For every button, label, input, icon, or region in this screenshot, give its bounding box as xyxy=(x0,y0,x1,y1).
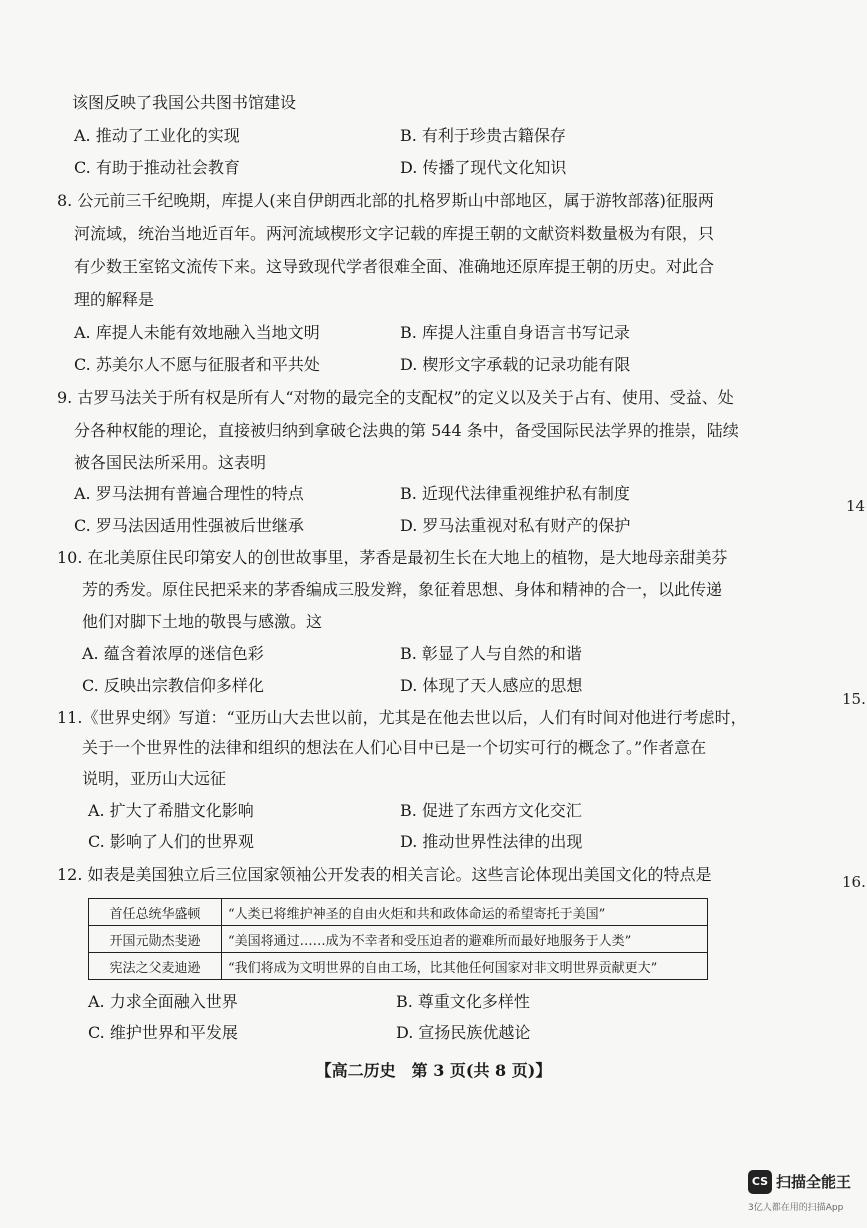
leader-name: 首任总统华盛顿 xyxy=(89,899,222,926)
q8-option-b: B. 库提人注重自身语言书写记录 xyxy=(400,323,630,342)
q7-option-a: A. 推动了工业化的实现 xyxy=(74,126,240,145)
table-row xyxy=(89,953,708,980)
q12-option-a: A. 力求全面融入世界 xyxy=(88,992,238,1011)
q10-option-c: C. 反映出宗教信仰多样化 xyxy=(82,676,264,695)
q7-stem-tail: 该图反映了我国公共图书馆建设 xyxy=(72,93,297,112)
margin-number: 16. xyxy=(842,873,866,891)
q9-stem-line-3: 被各国民法所采用。这表明 xyxy=(74,453,267,472)
leader-name: 开国元勋杰斐逊 xyxy=(89,926,222,953)
q9-option-c: C. 罗马法因适用性强被后世继承 xyxy=(74,516,304,535)
q8-option-a: A. 库提人未能有效地融入当地文明 xyxy=(74,323,320,342)
q8-option-d: D. 楔形文字承载的记录功能有限 xyxy=(400,355,631,374)
q12-option-c: C. 维护世界和平发展 xyxy=(88,1023,238,1042)
scanner-watermark xyxy=(748,1170,858,1218)
q9-stem-line-2: 分各种权能的理论，直接被归纳到拿破仑法典的第 544 条中，备受国际民法学界的推崇，陆续 xyxy=(74,421,739,440)
camscanner-logo-icon: CS xyxy=(748,1170,772,1194)
table-row xyxy=(89,899,708,926)
q8-option-c: C. 苏美尔人不愿与征服者和平共处 xyxy=(74,355,320,374)
q11-option-a: A. 扩大了希腊文化影响 xyxy=(88,801,254,820)
q10-stem-line-3: 他们对脚下土地的敬畏与感激。这 xyxy=(82,612,323,631)
watermark-name: 扫描全能王 xyxy=(776,1173,852,1191)
q11-option-d: D. 推动世界性法律的出现 xyxy=(400,832,583,851)
q8-stem-line-2: 河流域，统治当地近百年。两河流域楔形文字记载的库提王朝的文献资料数量极为有限，只 xyxy=(74,224,715,243)
q11-option-c: C. 影响了人们的世界观 xyxy=(88,832,254,851)
q10-stem-line-1: 10. 在北美原住民印第安人的创世故事里，茅香是最初生长在大地上的植物，是大地母亲甜美芬 xyxy=(57,548,728,567)
margin-number: 15. xyxy=(842,690,866,708)
q9-option-d: D. 罗马法重视对私有财产的保护 xyxy=(400,516,631,535)
page-footer: 【高二历史 第 3 页(共 8 页)】 xyxy=(315,1061,552,1080)
q11-option-b: B. 促进了东西方文化交汇 xyxy=(400,801,582,820)
q9-stem-line-1: 9. 古罗马法关于所有权是所有人“对物的最完全的支配权”的定义以及关于占有、使用、受益、处 xyxy=(57,388,734,407)
q8-stem-line-4: 理的解释是 xyxy=(74,290,155,309)
q9-option-a: A. 罗马法拥有普遍合理性的特点 xyxy=(74,484,304,503)
q11-stem-line-3: 说明，亚历山大远征 xyxy=(82,769,227,788)
q11-stem-line-1: 11.《世界史纲》写道：“亚历山大去世以前，尤其是在他去世以后，人们有时间对他进行考虑时， xyxy=(57,708,747,727)
q9-option-b: B. 近现代法律重视维护私有制度 xyxy=(400,484,630,503)
watermark-tagline: 3亿人都在用的扫描App xyxy=(748,1203,844,1213)
q7-option-d: D. 传播了现代文化知识 xyxy=(400,158,567,177)
leader-quote: “美国将通过……成为不幸者和受压迫者的避难所而最好地服务于人类” xyxy=(222,926,708,953)
q10-option-a: A. 蕴含着浓厚的迷信色彩 xyxy=(82,644,264,663)
q12-option-d: D. 宣扬民族优越论 xyxy=(396,1023,531,1042)
q10-stem-line-2: 芳的秀发。原住民把采来的茅香编成三股发辫，象征着思想、身体和精神的合一，以此传递 xyxy=(82,580,723,599)
leader-quotes-table xyxy=(88,898,708,980)
leader-name: 宪法之父麦迪逊 xyxy=(89,953,222,980)
leader-quote: “我们将成为文明世界的自由工场，比其他任何国家对非文明世界贡献更大” xyxy=(222,953,708,980)
q10-option-d: D. 体现了天人感应的思想 xyxy=(400,676,583,695)
margin-number: 14 xyxy=(846,497,866,515)
q8-stem-line-1: 8. 公元前三千纪晚期，库提人(来自伊朗西北部的扎格罗斯山中部地区，属于游牧部落)征服两 xyxy=(57,191,714,210)
q7-option-c: C. 有助于推动社会教育 xyxy=(74,158,240,177)
q7-option-b: B. 有利于珍贵古籍保存 xyxy=(400,126,566,145)
q10-option-b: B. 彰显了人与自然的和谐 xyxy=(400,644,582,663)
leader-quote: “人类已将维护神圣的自由火炬和共和政体命运的希望寄托于美国” xyxy=(222,899,708,926)
q12-option-b: B. 尊重文化多样性 xyxy=(396,992,530,1011)
q12-stem: 12. 如表是美国独立后三位国家领袖公开发表的相关言论。这些言论体现出美国文化的特点是 xyxy=(57,865,712,884)
q11-stem-line-2: 关于一个世界性的法律和组织的想法在人们心目中已是一个切实可行的概念了。”作者意在 xyxy=(82,738,707,757)
table-row xyxy=(89,926,708,953)
q8-stem-line-3: 有少数王室铭文流传下来。这导致现代学者很难全面、准确地还原库提王朝的历史。对此合 xyxy=(74,257,715,276)
